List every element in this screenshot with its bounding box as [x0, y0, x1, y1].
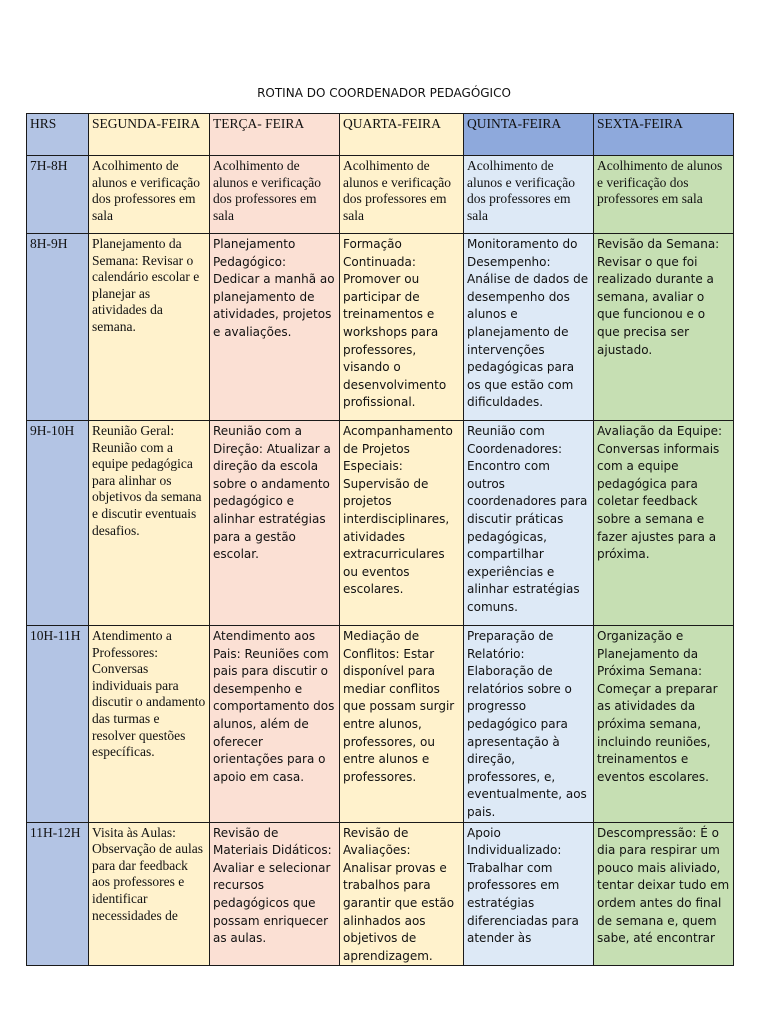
schedule-table [26, 113, 734, 966]
wednesday-cell: Acolhimento de alunos e verificação dos professores em sala [340, 156, 464, 234]
thursday-cell: Apoio Individualizado: Trabalhar com professores em estratégias diferenciadas para atender às [464, 822, 594, 966]
table-row [27, 822, 734, 966]
header-row [27, 114, 734, 156]
hour-cell: 11H-12H [27, 822, 89, 966]
tuesday-cell: Acolhimento de alunos e verificação dos professores em sala [210, 156, 340, 234]
friday-cell: Revisão da Semana: Revisar o que foi realizado durante a semana, avaliar o que funcionou e o que precisa ser ajustado. [594, 234, 734, 421]
table-row [27, 234, 734, 421]
monday-cell: Atendimento a Professores: Conversas individuais para discutir o andamento das turmas e resolver questões específicas. [89, 626, 210, 823]
tuesday-cell: Revisão de Materiais Didáticos: Avaliar e selecionar recursos pedagógicos que possam enriquecer as aulas. [210, 822, 340, 966]
monday-cell: Acolhimento de alunos e verificação dos professores em sala [89, 156, 210, 234]
thursday-cell: Preparação de Relatório: Elaboração de relatórios sobre o progresso pedagógico para apresentação à direção, professores, e, eventualmente, aos pais. [464, 626, 594, 823]
header-hours: HRS [27, 114, 89, 156]
wednesday-cell: Formação Continuada: Promover ou participar de treinamentos e workshops para professores, visando o desenvolvimento profissional. [340, 234, 464, 421]
monday-cell: Visita às Aulas: Observação de aulas para dar feedback aos professores e identificar necessidades de [89, 822, 210, 966]
header-monday: SEGUNDA-FEIRA [89, 114, 210, 156]
page-title: ROTINA DO COORDENADOR PEDAGÓGICO [257, 86, 511, 100]
tuesday-cell: Reunião com a Direção: Atualizar a direção da escola sobre o andamento pedagógico e alinhar estratégias para a gestão escolar. [210, 421, 340, 626]
table-row [27, 156, 734, 234]
header-wednesday: QUARTA-FEIRA [340, 114, 464, 156]
tuesday-cell: Planejamento Pedagógico: Dedicar a manhã ao planejamento de atividades, projetos e avaliações. [210, 234, 340, 421]
wednesday-cell: Acompanhamento de Projetos Especiais: Supervisão de projetos interdisciplinares, atividades extracurriculares ou eventos escolares. [340, 421, 464, 626]
friday-cell: Acolhimento de alunos e verificação dos professores em sala [594, 156, 734, 234]
wednesday-cell: Mediação de Conflitos: Estar disponível para mediar conflitos que possam surgir entre alunos, professores, ou entre alunos e professores. [340, 626, 464, 823]
hour-cell: 7H-8H [27, 156, 89, 234]
table-row [27, 421, 734, 626]
header-tuesday: TERÇA- FEIRA [210, 114, 340, 156]
hour-cell: 8H-9H [27, 234, 89, 421]
header-friday: SEXTA-FEIRA [594, 114, 734, 156]
friday-cell: Avaliação da Equipe: Conversas informais com a equipe pedagógica para coletar feedback sobre a semana e fazer ajustes para a próxima. [594, 421, 734, 626]
header-thursday: QUINTA-FEIRA [464, 114, 594, 156]
table-row [27, 626, 734, 823]
monday-cell: Planejamento da Semana: Revisar o calendário escolar e planejar as atividades da semana. [89, 234, 210, 421]
friday-cell: Organização e Planejamento da Próxima Semana: Começar a preparar as atividades da próxima semana, incluindo reuniões, treinamentos e eventos escolares. [594, 626, 734, 823]
friday-cell: Descompressão: É o dia para respirar um pouco mais aliviado, tentar deixar tudo em ordem antes do final de semana e, quem sabe, até encontrar [594, 822, 734, 966]
thursday-cell: Monitoramento do Desempenho: Análise de dados de desempenho dos alunos e planejamento de intervenções pedagógicas para os que estão com dificuldades. [464, 234, 594, 421]
hour-cell: 10H-11H [27, 626, 89, 823]
thursday-cell: Acolhimento de alunos e verificação dos professores em sala [464, 156, 594, 234]
hour-cell: 9H-10H [27, 421, 89, 626]
tuesday-cell: Atendimento aos Pais: Reuniões com pais para discutir o desempenho e comportamento dos alunos, além de oferecer orientações para o apoio em casa. [210, 626, 340, 823]
wednesday-cell: Revisão de Avaliações: Analisar provas e trabalhos para garantir que estão alinhados aos objetivos de aprendizagem. [340, 822, 464, 966]
monday-cell: Reunião Geral: Reunião com a equipe pedagógica para alinhar os objetivos da semana e discutir eventuais desafios. [89, 421, 210, 626]
thursday-cell: Reunião com Coordenadores: Encontro com outros coordenadores para discutir práticas pedagógicas, compartilhar experiências e alinhar estratégias comuns. [464, 421, 594, 626]
